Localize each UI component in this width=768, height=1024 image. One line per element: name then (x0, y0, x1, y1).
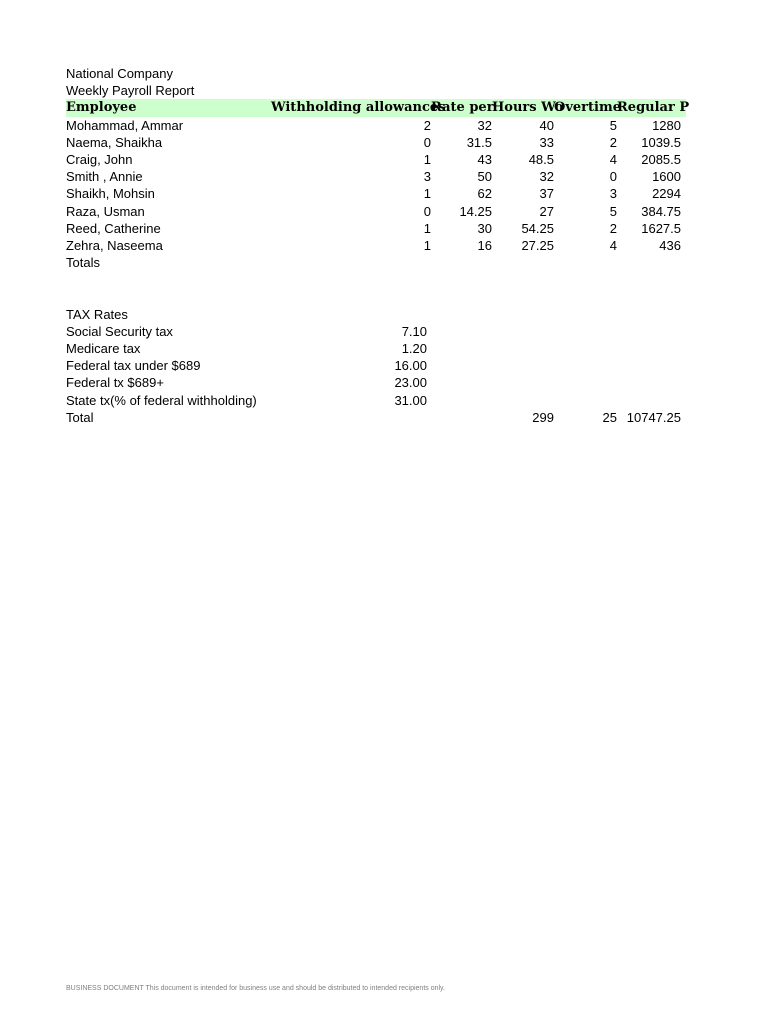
header-overtime: Overtime (554, 100, 621, 116)
header-employee: Employee (66, 100, 137, 116)
cell-withholding: 1 (423, 151, 431, 167)
report-title: Weekly Payroll Report (66, 83, 195, 99)
tax-label: State tx(% of federal withholding) (66, 392, 257, 408)
cell-overtime: 4 (609, 237, 617, 253)
cell-overtime: 5 (609, 117, 617, 133)
table-row (66, 203, 686, 220)
cell-rate: 30 (477, 220, 492, 236)
cell-overtime: 3 (609, 186, 617, 202)
total-hours: 299 (532, 409, 554, 425)
cell-overtime: 4 (609, 151, 617, 167)
cell-regular: 384.75 (641, 203, 681, 219)
cell-rate: 32 (477, 117, 492, 133)
cell-overtime: 2 (609, 220, 617, 236)
tax-rate-row (66, 374, 686, 391)
cell-hours: 33 (539, 134, 554, 150)
cell-employee: Reed, Catherine (66, 220, 161, 236)
header-regular: Regular P (617, 100, 690, 116)
cell-rate: 43 (477, 151, 492, 167)
cell-rate: 50 (477, 169, 492, 185)
total-regular: 10747.25 (626, 409, 681, 425)
table-row (66, 220, 686, 237)
header-hours: Hours Wo (492, 100, 564, 116)
tax-label: Federal tx $689+ (66, 375, 164, 391)
tax-value: 16.00 (394, 358, 427, 374)
tax-label: Social Security tax (66, 323, 173, 339)
tax-value: 7.10 (401, 323, 427, 339)
tax-value: 1.20 (401, 341, 427, 357)
footer-disclaimer: BUSINESS DOCUMENT This document is intended for business use and should be distributed to intended recipients only. (66, 985, 445, 992)
tax-value: 23.00 (394, 375, 427, 391)
table-row (66, 151, 686, 168)
total-label: Total (66, 409, 94, 425)
total-row (66, 409, 686, 426)
cell-regular: 2085.5 (641, 151, 681, 167)
total-overtime: 25 (602, 409, 617, 425)
cell-regular: 1627.5 (641, 220, 681, 236)
cell-hours: 48.5 (528, 151, 554, 167)
totals-label: Totals (66, 255, 100, 271)
cell-overtime: 2 (609, 134, 617, 150)
cell-withholding: 0 (423, 134, 431, 150)
header-rate: Rate per (431, 100, 494, 116)
cell-withholding: 2 (423, 117, 431, 133)
cell-hours: 54.25 (521, 220, 554, 236)
cell-withholding: 0 (423, 203, 431, 219)
cell-employee: Mohammad, Ammar (66, 117, 184, 133)
cell-overtime: 0 (609, 169, 617, 185)
cell-employee: Zehra, Naseema (66, 237, 163, 253)
cell-withholding: 1 (423, 186, 431, 202)
cell-employee: Smith , Annie (66, 169, 143, 185)
table-row (66, 185, 686, 202)
cell-withholding: 1 (423, 220, 431, 236)
cell-hours: 27 (539, 203, 554, 219)
cell-regular: 1600 (652, 169, 681, 185)
cell-rate: 14.25 (459, 203, 492, 219)
cell-regular: 1039.5 (641, 134, 681, 150)
table-row (66, 237, 686, 254)
tax-rate-row (66, 340, 686, 357)
cell-regular: 436 (659, 237, 681, 253)
cell-rate: 62 (477, 186, 492, 202)
cell-employee: Raza, Usman (66, 203, 145, 219)
table-row (66, 117, 686, 134)
table-row (66, 134, 686, 151)
cell-employee: Craig, John (66, 151, 133, 167)
cell-hours: 40 (539, 117, 554, 133)
cell-employee: Shaikh, Mohsin (66, 186, 155, 202)
table-header (66, 99, 690, 116)
cell-hours: 32 (539, 169, 554, 185)
cell-regular: 1280 (652, 117, 681, 133)
cell-withholding: 1 (423, 237, 431, 253)
header-withholding: Withholding allowances (271, 100, 446, 116)
cell-hours: 37 (539, 186, 554, 202)
payroll-sheet (66, 65, 690, 426)
tax-label: Federal tax under $689 (66, 358, 201, 374)
cell-overtime: 5 (609, 203, 617, 219)
cell-rate: 16 (477, 237, 492, 253)
cell-withholding: 3 (423, 169, 431, 185)
table-row (66, 168, 686, 185)
cell-regular: 2294 (652, 186, 681, 202)
tax-rate-row (66, 323, 686, 340)
cell-rate: 31.5 (466, 134, 492, 150)
tax-rate-row (66, 357, 686, 374)
tax-rates-heading: TAX Rates (66, 306, 128, 322)
spacer (66, 271, 686, 305)
company-name: National Company (66, 66, 173, 81)
cell-hours: 27.25 (521, 237, 554, 253)
tax-label: Medicare tax (66, 341, 141, 357)
tax-value: 31.00 (394, 392, 427, 408)
tax-rate-row (66, 392, 686, 409)
cell-employee: Naema, Shaikha (66, 134, 163, 150)
